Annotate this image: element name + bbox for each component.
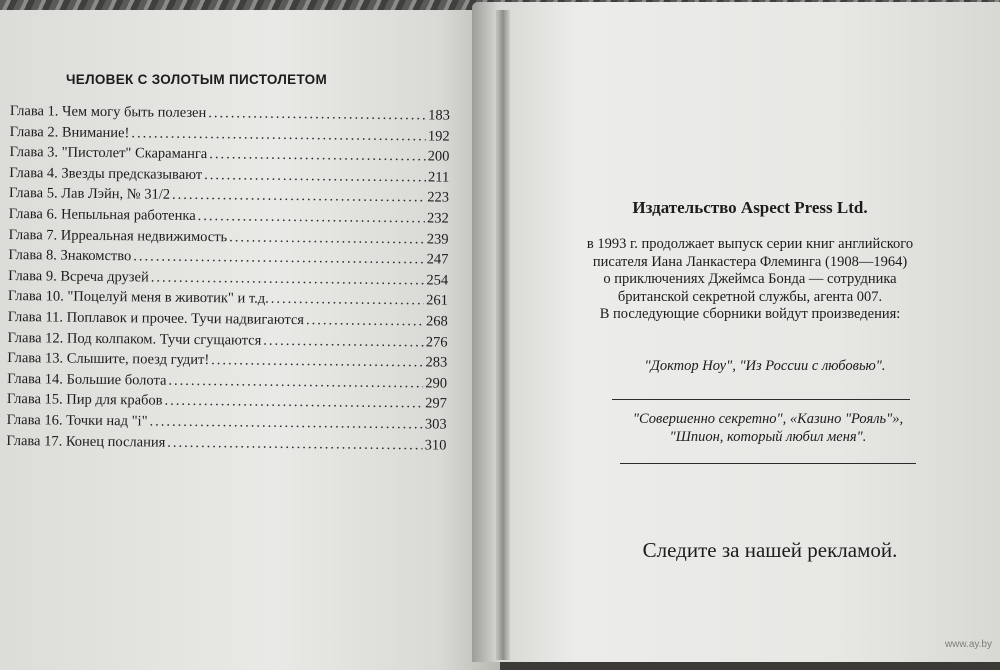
announcement-line: британской секретной службы, агента 007.	[617, 288, 883, 305]
chapter-title: Глава 7. Ирреальная недвижимость	[8, 226, 228, 245]
announcement-line: о приключениях Джеймса Бонда — сотрудника	[603, 271, 897, 287]
announcement-line: В последующие сборники войдут произведения:	[599, 306, 901, 322]
dot-leader	[131, 125, 426, 145]
announcement-line: писателя Иана Ланкастера Флеминга (1908—1964)	[592, 253, 908, 270]
divider-rule	[612, 399, 910, 400]
dot-leader	[133, 248, 425, 268]
chapter-title: Глава 10. "Поцелуй меня в животик" и т.д.	[7, 288, 269, 308]
chapter-title: Глава 6. Непыльная работенка	[8, 205, 196, 224]
book-title: ЧЕЛОВЕК С ЗОЛОТЫМ ПИСТОЛЕТОМ	[66, 72, 328, 87]
chapter-title: Глава 2. Внимание!	[9, 123, 130, 141]
chapter-title: Глава 16. Точки над "i"	[6, 411, 148, 430]
chapter-title: Глава 5. Лав Лэйн, № 31/2	[8, 185, 171, 204]
page-number: 211	[427, 169, 450, 186]
page-number: 223	[427, 189, 450, 206]
announcement-line: в 1993 г. продолжает выпуск серии книг английского	[586, 236, 914, 252]
dot-leader	[271, 291, 425, 310]
page-number: 192	[427, 127, 450, 145]
dot-leader	[172, 187, 425, 207]
table-of-contents	[6, 103, 450, 458]
dot-leader	[208, 105, 426, 124]
closing-line: Следите за нашей рекламой.	[642, 538, 898, 562]
dot-leader	[211, 352, 424, 371]
upcoming-collection-1: "Доктор Ноу", "Из России с любовью".	[644, 358, 886, 374]
chapter-title: Глава 11. Поплавок и прочее. Тучи надвигаются	[7, 308, 305, 329]
collection-line: "Совершенно секретно", «Казино "Рояль"»,	[632, 411, 904, 427]
dot-leader	[151, 269, 425, 289]
page-number: 183	[428, 107, 450, 124]
chapter-title: Глава 12. Под колпаком. Тучи сгущаются	[7, 329, 262, 349]
page-number: 247	[426, 251, 449, 268]
dot-leader	[204, 167, 426, 186]
chapter-title: Глава 3. "Пистолет" Скараманга	[9, 144, 208, 163]
chapter-title: Глава 15. Пир для крабов	[6, 391, 163, 409]
publisher-announcement	[540, 236, 960, 324]
dot-leader	[306, 312, 424, 330]
page-number: 290	[425, 375, 448, 392]
dot-leader	[168, 372, 423, 392]
dot-leader	[164, 393, 423, 413]
book-gutter	[496, 10, 510, 660]
page-number: 303	[424, 416, 447, 433]
dot-leader	[229, 229, 425, 248]
page-number: 268	[425, 313, 448, 330]
dot-leader	[167, 434, 423, 454]
page-number: 297	[425, 395, 447, 412]
chapter-title: Глава 9. Всреча друзей	[8, 267, 149, 286]
page-number: 232	[426, 210, 449, 227]
publisher-heading: Издательство Aspect Press Ltd.	[632, 198, 868, 217]
page-number: 276	[425, 333, 448, 351]
page-number: 239	[426, 230, 449, 248]
chapter-title: Глава 17. Конец послания	[6, 432, 166, 451]
chapter-title: Глава 4. Звезды предсказывают	[9, 164, 203, 183]
page-number: 200	[427, 148, 450, 165]
page-number: 310	[424, 436, 447, 454]
dot-leader	[149, 413, 423, 433]
chapter-title: Глава 1. Чем могу быть полезен	[9, 103, 207, 122]
collection-line: "Шпион, который любил меня".	[669, 429, 867, 445]
page-number: 254	[426, 272, 449, 289]
upcoming-collection-2	[588, 410, 948, 446]
page-number: 283	[425, 354, 448, 371]
divider-rule	[620, 463, 916, 464]
chapter-title: Глава 14. Большие болота	[7, 370, 167, 389]
page-number: 261	[426, 292, 449, 309]
chapter-title: Глава 8. Знакомство	[8, 247, 132, 265]
chapter-title: Глава 13. Слышите, поезд гудит!	[7, 350, 210, 369]
dot-leader	[263, 332, 424, 351]
dot-leader	[209, 146, 426, 165]
right-page	[472, 2, 1000, 662]
dot-leader	[198, 208, 426, 227]
watermark: www.ay.by	[944, 639, 992, 650]
